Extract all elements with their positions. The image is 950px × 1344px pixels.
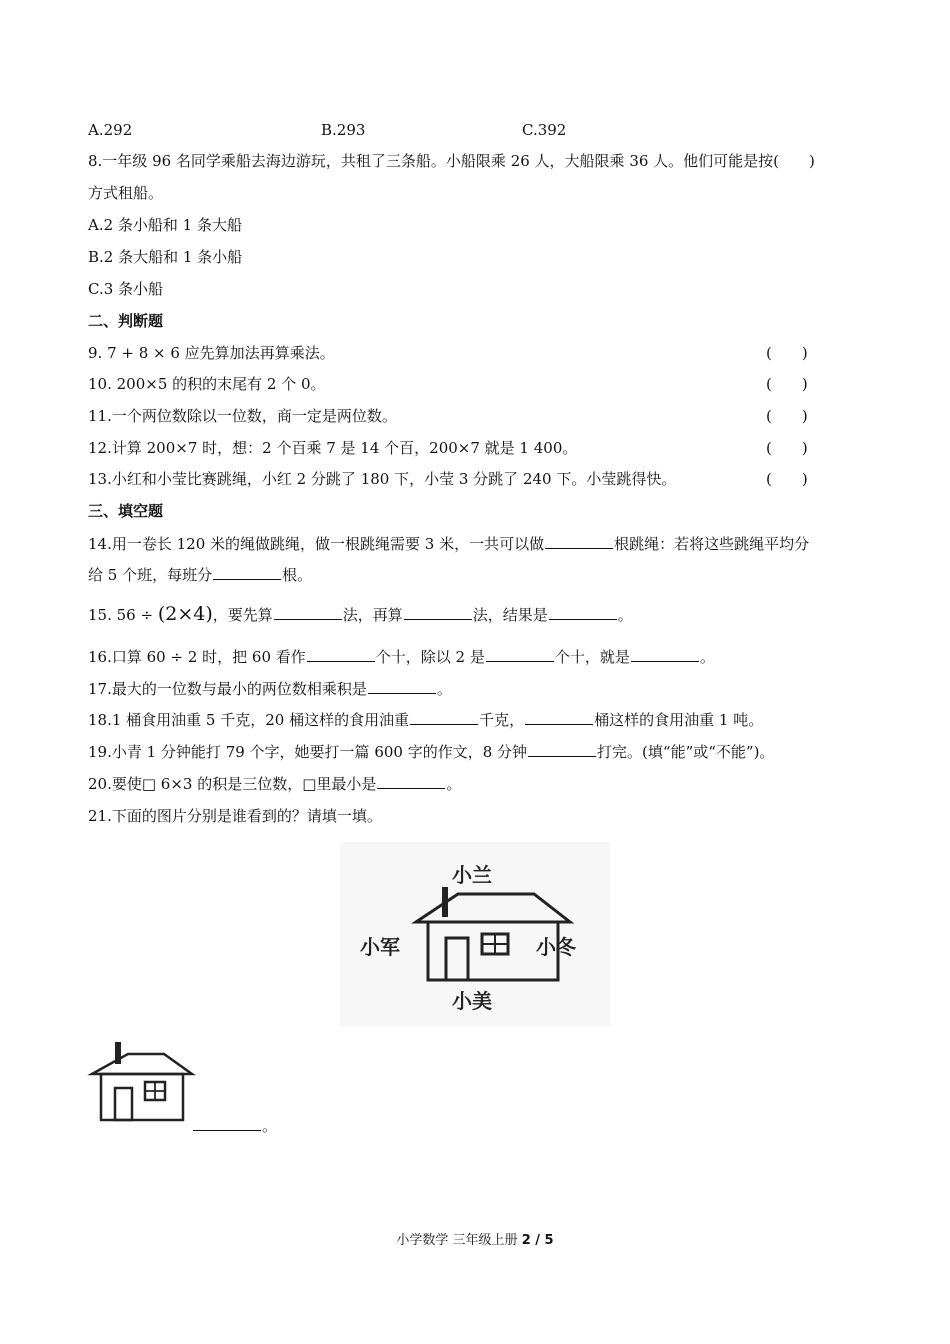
judge-answer-paren-12[interactable]: ( ) <box>766 439 808 457</box>
q15-expression: (2×4) <box>157 603 213 625</box>
q8-line1: 8.一年级 96 名同学乘船去海边游玩，共租了三条船。小船限乘 26 人，大船限乘 36 人。他们可能是按( ) <box>88 152 815 170</box>
q21-blank[interactable] <box>193 1116 261 1131</box>
judge-item-9: 9. 7 + 8 × 6 应先算加法再算乘法。 <box>88 344 335 362</box>
q17-text-a: 17.最大的一位数与最小的两位数相乘积是 <box>88 680 367 698</box>
fill-q16 <box>88 647 715 667</box>
label-left-viewer: 小军 <box>360 935 400 959</box>
q17-blank[interactable] <box>368 679 436 694</box>
fill-q17 <box>88 679 452 699</box>
judge-item-12: 12.计算 200×7 时，想：2 个百乘 7 是 14 个百，200×7 就是 1 400。 <box>88 439 578 457</box>
q7-option-c: C.392 <box>522 121 567 139</box>
fill-q14-line1 <box>88 534 809 554</box>
judge-item-10: 10. 200×5 的积的末尾有 2 个 0。 <box>88 375 326 393</box>
q14-text-d: 根。 <box>282 566 313 584</box>
fill-q18 <box>88 710 763 730</box>
judge-item-11: 11.一个两位数除以一位数，商一定是两位数。 <box>88 407 397 425</box>
q15-text-c: 法，再算 <box>342 606 403 624</box>
fill-q20 <box>88 774 461 794</box>
q14-text-b: 根跳绳：若将这些跳绳平均分 <box>614 535 810 553</box>
label-right-viewer: 小冬 <box>536 935 576 959</box>
q20-text-a: 20.要使□ 6×3 的积是三位数，□里最小是 <box>88 775 377 793</box>
q8-option-b: B.2 条大船和 1 条小船 <box>88 248 243 266</box>
q16-blank-1[interactable] <box>307 647 375 662</box>
q8-option-a: A.2 条小船和 1 条大船 <box>88 216 242 234</box>
q18-text-b: 千克， <box>479 711 525 729</box>
footer-text: 小学数学 三年级上册 <box>396 1233 518 1248</box>
judge-answer-paren-9[interactable]: ( ) <box>766 344 808 362</box>
judge-item-13: 13.小红和小莹比赛跳绳，小红 2 分跳了 180 下，小莹 3 分跳了 240 下。小莹跳得快。 <box>88 470 677 488</box>
q15-text-d: 法，结果是 <box>472 606 548 624</box>
fill-q19 <box>88 742 774 762</box>
q19-blank[interactable] <box>528 742 596 757</box>
q15-text-b: ，要先算 <box>212 606 273 624</box>
q8-line2: 方式租船。 <box>88 184 164 202</box>
q18-blank-1[interactable] <box>410 710 478 725</box>
q20-text-b: 。 <box>446 775 462 793</box>
fill-q14-line2 <box>88 565 312 585</box>
house-viewpoint-figure <box>340 842 640 1032</box>
judge-answer-paren-11[interactable]: ( ) <box>766 407 808 425</box>
page-footer <box>0 1229 950 1248</box>
q17-text-b: 。 <box>436 680 452 698</box>
section-title-judge: 二、判断题 <box>88 312 164 330</box>
page-number: 2 / 5 <box>521 1233 554 1248</box>
q15-blank-3[interactable] <box>549 605 617 620</box>
q14-blank-1[interactable] <box>545 534 613 549</box>
q15-text-e: 。 <box>617 606 633 624</box>
q18-blank-2[interactable] <box>525 710 593 725</box>
q7-option-a: A.292 <box>88 121 133 139</box>
small-roof <box>92 1054 192 1074</box>
q21-answer-line <box>192 1116 277 1136</box>
q14-text-c: 给 5 个班，每班分 <box>88 566 213 584</box>
section-title-fill: 三、填空题 <box>88 502 164 520</box>
q16-text-a: 16.口算 60 ÷ 2 时，把 60 看作 <box>88 648 306 666</box>
q15-blank-2[interactable] <box>404 605 472 620</box>
judge-answer-paren-13[interactable]: ( ) <box>766 470 808 488</box>
q14-text-a: 14.用一卷长 120 米的绳做跳绳，做一根跳绳需要 3 米，一共可以做 <box>88 535 545 553</box>
fill-q15 <box>88 604 633 625</box>
judge-answer-paren-10[interactable]: ( ) <box>766 375 808 393</box>
q20-blank[interactable] <box>377 774 445 789</box>
q16-text-c: 个十，就是 <box>554 648 630 666</box>
q7-option-b: B.293 <box>321 121 366 139</box>
q16-text-b: 个十，除以 2 是 <box>375 648 485 666</box>
label-top-viewer: 小兰 <box>452 863 492 887</box>
q18-text-c: 桶这样的食用油重 1 吨。 <box>594 711 764 729</box>
q16-blank-2[interactable] <box>486 647 554 662</box>
q19-text-a: 19.小青 1 分钟能打 79 个字，她要打一篇 600 字的作文，8 分钟 <box>88 743 528 761</box>
q8-option-c: C.3 条小船 <box>88 280 164 298</box>
q15-text-a: 15. 56 ÷ <box>88 606 158 624</box>
q18-text-a: 18.1 桶食用油重 5 千克，20 桶这样的食用油重 <box>88 711 410 729</box>
small-wall <box>101 1074 183 1120</box>
q16-text-d: 。 <box>699 648 715 666</box>
q14-blank-2[interactable] <box>213 565 281 580</box>
q19-text-b: 打完。(填“能”或“不能”)。 <box>597 743 775 761</box>
small-house-picture <box>90 1040 200 1125</box>
small-door <box>115 1088 132 1120</box>
q21-answer-tail: 。 <box>262 1117 278 1135</box>
q15-blank-1[interactable] <box>274 605 342 620</box>
fill-q21: 21.下面的图片分别是谁看到的？请填一填。 <box>88 807 382 825</box>
q16-blank-3[interactable] <box>631 647 699 662</box>
label-bottom-viewer: 小美 <box>452 989 492 1013</box>
